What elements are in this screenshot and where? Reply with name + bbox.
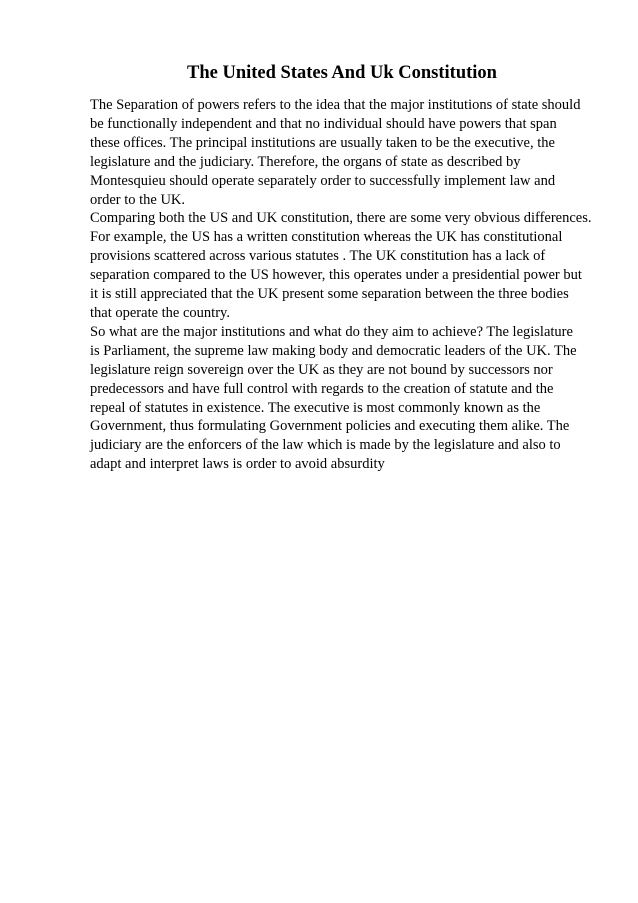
document-title: The United States And Uk Constitution	[187, 63, 497, 83]
document-body	[90, 96, 610, 474]
text-line: provisions scattered across various statutes . The UK constitution has a lack of	[90, 248, 546, 265]
text-line: it is still appreciated that the UK present some separation between the three bodies	[90, 286, 569, 303]
paragraph-major-institutions	[90, 323, 610, 474]
text-line: is Parliament, the supreme law making body and democratic leaders of the UK. The	[90, 342, 577, 359]
text-line: legislature and the judiciary. Therefore, the organs of state as described by	[90, 153, 521, 170]
text-line: that operate the country.	[90, 304, 230, 321]
text-line: For example, the US has a written constitution whereas the UK has constitutional	[90, 229, 563, 246]
text-line: predecessors and have full control with regards to the creation of statute and the	[90, 380, 554, 397]
text-line: order to the UK.	[90, 191, 186, 208]
text-line: these offices. The principal institutions are usually taken to be the executive, the	[90, 134, 555, 151]
paragraph-separation-of-powers	[90, 96, 610, 209]
text-line: Comparing both the US and UK constitution, there are some very obvious differences.	[90, 210, 592, 227]
text-line: legislature reign sovereign over the UK as they are not bound by successors nor	[90, 361, 553, 378]
text-line: repeal of statutes in existence. The executive is most commonly known as the	[90, 399, 541, 416]
text-line: separation compared to the US however, this operates under a presidential power but	[90, 267, 582, 284]
text-line: So what are the major institutions and what do they aim to achieve? The legislature	[90, 323, 573, 340]
text-line: adapt and interpret laws is order to avoid absurdity	[90, 456, 385, 473]
text-line: be functionally independent and that no individual should have powers that span	[90, 115, 557, 132]
text-line: The Separation of powers refers to the idea that the major institutions of state should	[90, 97, 581, 113]
paragraph-us-uk-comparison	[90, 209, 610, 322]
text-line: Government, thus formulating Government policies and executing them alike. The	[90, 418, 570, 435]
text-line: judiciary are the enforcers of the law which is made by the legislature and also to	[90, 437, 561, 454]
text-line: Montesquieu should operate separately order to successfully implement law and	[90, 172, 556, 189]
